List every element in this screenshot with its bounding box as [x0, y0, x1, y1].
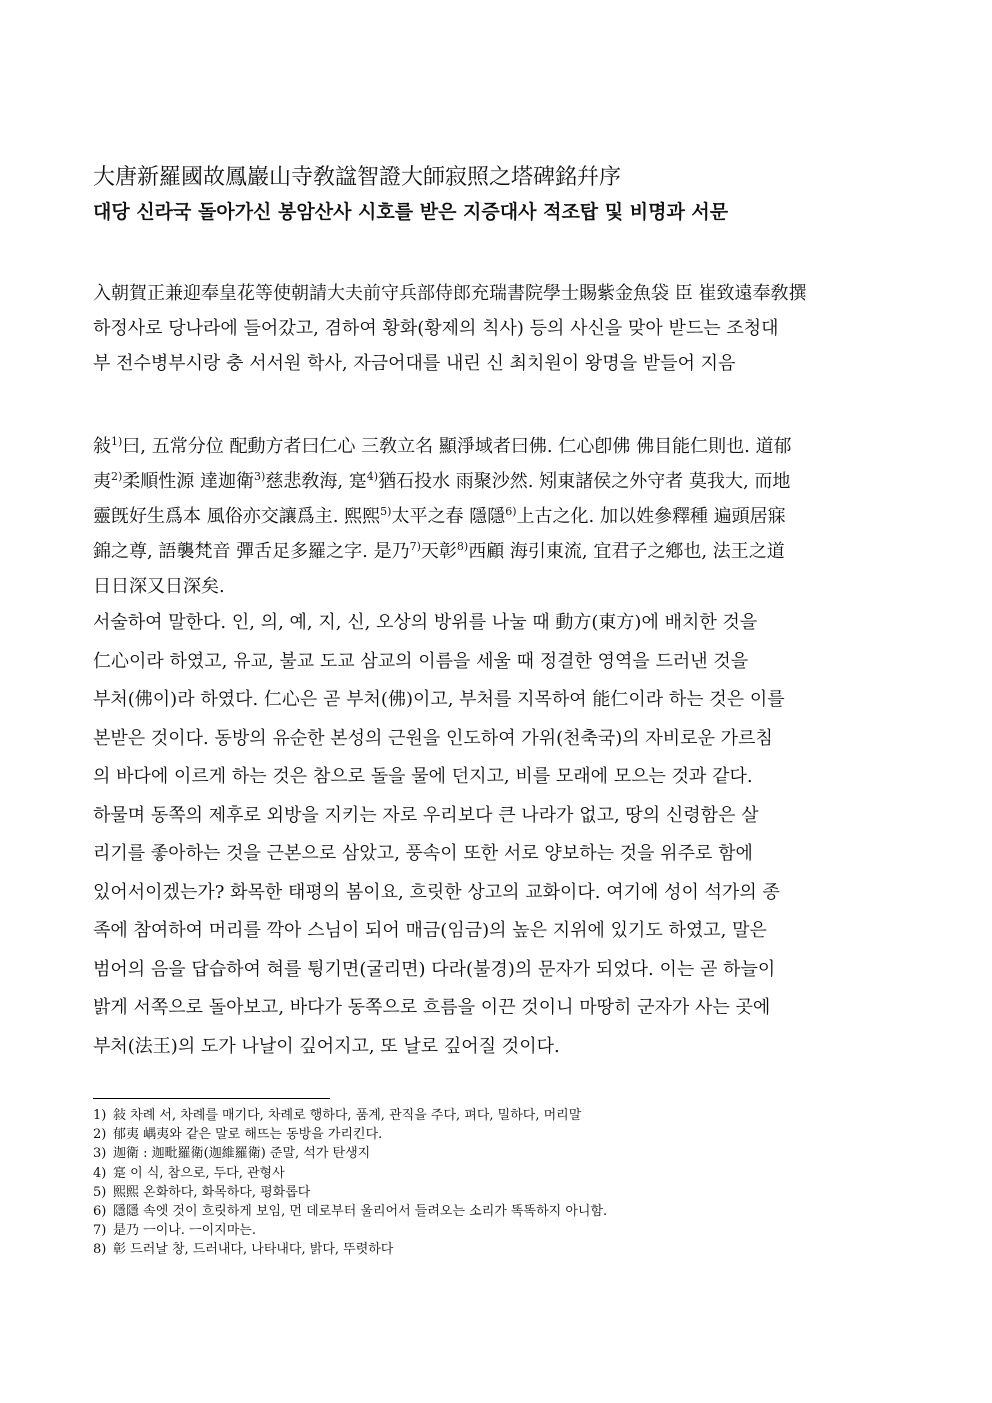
translation-line: 족에 참여하여 머리를 깍아 스님이 되어 매금(임금)의 높은 지위에 있기도 하였고, 말은: [93, 920, 767, 941]
translation-line: 서술하여 말한다. 인, 의, 예, 지, 신, 오상의 방위를 나눌 때 動方(東方)에 배치한 것을: [93, 612, 758, 633]
byline-korean-line: 하정사로 당나라에 들어갔고, 겸하여 황화(황제의 칙사) 등의 사신을 맞아 받드는 조청대: [93, 318, 779, 339]
translation-line: 밝게 서쪽으로 돌아보고, 바다가 동쪽으로 흐름을 이끈 것이니 마땅히 군자가 사는 곳에: [93, 997, 771, 1018]
translation-line: 부처(佛이)라 하였다. 仁心은 곧 부처(佛)이고, 부처를 지목하여 能仁이라 하는 것은 이를: [93, 689, 785, 710]
footnote-number: 5): [93, 1184, 107, 1200]
footnote-ref: 3): [254, 470, 266, 483]
footnotes: [93, 1106, 899, 1260]
korean-translation: [93, 604, 899, 1066]
preface-line: 靈旣好生爲本 風俗亦交讓爲主. 熙熙$^{5)}$太平之春 隱隱$^{6)}$上古之化. 加以姓參釋種 遍頭居寐: [93, 505, 786, 527]
footnote-number: 4): [93, 1165, 107, 1181]
translation-line: 의 바다에 이르게 하는 것은 참으로 돌을 물에 던지고, 비를 모래에 모으는 것과 같다.: [93, 766, 753, 787]
footnote-ref: 4): [366, 470, 379, 483]
preface-line: 敍$^{1)}$曰, 五常分位 配動方者曰仁心 三敎立名 顯淨域者曰佛. 仁心卽佛 佛目能仁則也. 道郁: [93, 435, 792, 457]
byline-korean-line: 부 전수병부시랑 충 서서원 학사, 자금어대를 내린 신 최치원이 왕명을 받들어 지음: [93, 353, 736, 374]
title-korean: 대당 신라국 돌아가신 봉암산사 시호를 받은 지증대사 적조탑 및 비명과 서문: [93, 201, 729, 223]
footnote-ref: 8): [456, 540, 469, 553]
footnote-number: 2): [93, 1127, 107, 1143]
preface-hanja: [93, 429, 899, 604]
footnote-text: 隱隱 속엣 것이 흐릿하게 보임, 먼 데로부터 울리어서 들려오는 소리가 똑똑하지 아니함.: [113, 1204, 608, 1220]
translation-line: 리기를 좋아하는 것을 근본으로 삼았고, 풍속이 또한 서로 양보하는 것을 위주로 함에: [93, 843, 753, 864]
preface-line: 夷$^{2)}$柔順性源 達迦衛$^{3)}$慈悲敎海, 寔$^{4)}$猶石投水 雨聚沙然. 矧東諸侯之外守者 莫我大, 而地: [93, 470, 791, 492]
translation-line: 범어의 음을 답습하여 혀를 튕기면(굴리면) 다라(불경)의 문자가 되었다. 이는 곧 하늘이: [93, 958, 776, 980]
footnote-ref: 2): [111, 470, 123, 483]
footnote-text: 寔 이 식, 참으로, 두다, 관형사: [113, 1165, 285, 1181]
document-body: [93, 160, 899, 1066]
footnote-text: 彰 드러날 창, 드러내다, 나타내다, 밝다, 뚜렷하다: [113, 1242, 394, 1258]
footnote-text: 熙熙 온화하다, 화목하다, 평화롭다: [113, 1184, 311, 1200]
footnote-item: [93, 1125, 899, 1144]
footnote-item: [93, 1164, 899, 1183]
translation-line: 하물며 동쪽의 제후로 외방을 지키는 자로 우리보다 큰 나라가 없고, 땅의 신령함은 살: [93, 804, 759, 826]
footnote-item: [93, 1106, 899, 1125]
footnote-text: 郁夷 嵎夷와 같은 말로 해뜨는 동방을 가리킨다.: [113, 1127, 383, 1143]
translation-line: 본받은 것이다. 동방의 유순한 본성의 근원을 인도하여 가위(천축국)의 자비로운 가르침: [93, 727, 773, 749]
preface-line: 日日深又日深矣.: [93, 576, 225, 597]
footnote-text: 迦衛 : 迦毗羅衛(迦維羅衛) 준말, 석가 탄생지: [113, 1146, 371, 1162]
footnote-ref: 5): [380, 505, 392, 518]
footnote-number: 7): [93, 1223, 107, 1239]
footnote-item: [93, 1144, 899, 1163]
footnote-text: 是乃 ㅡ이나. ㅡ이지마는.: [113, 1223, 256, 1239]
translation-line: 부처(法王)의 도가 나날이 깊어지고, 또 날로 깊어질 것이다.: [93, 1035, 560, 1057]
byline-hanja: 入朝賀正兼迎奉皇花等使朝請大夫前守兵部侍郎充瑞書院學士賜紫金魚袋 臣 崔致遠奉敎撰: [93, 283, 807, 304]
footnote-ref: 7): [409, 540, 421, 553]
translation-line: 仁心이라 하였고, 유교, 불교 도교 삼교의 이름을 세울 때 정결한 영역을 드러낸 것을: [93, 650, 749, 672]
footnote-item: [93, 1221, 899, 1240]
footnote-number: 3): [93, 1146, 107, 1162]
footnote-item: [93, 1240, 899, 1259]
footnote-divider: [93, 1098, 330, 1099]
byline: [93, 276, 899, 381]
footnote-ref: 1): [111, 435, 123, 448]
preface-line: 錦之尊, 語襲梵音 彈舌足多羅之字. 是乃$^{7)}$天彰$^{8)}$西顧 海引東流, 宜君子之鄕也, 法王之道: [93, 540, 785, 562]
footnote-text: 敍 차례 서, 차례를 매기다, 차례로 행하다, 품계, 관직을 주다, 펴다, 밀하다, 머리말: [113, 1108, 582, 1123]
footnote-number: 1): [93, 1108, 107, 1123]
translation-line: 있어서이겠는가? 화목한 태평의 봄이요, 흐릿한 상고의 교화이다. 여기에 성이 석가의 종: [93, 881, 780, 903]
title-hanja: 大唐新羅國故鳳巖山寺敎諡智證大師寂照之塔碑銘幷序: [93, 165, 622, 190]
footnote-number: 8): [93, 1242, 107, 1258]
footnote-item: [93, 1183, 899, 1202]
footnote-ref: 6): [505, 505, 517, 518]
footnote-number: 6): [93, 1204, 107, 1220]
footnote-item: [93, 1202, 899, 1221]
